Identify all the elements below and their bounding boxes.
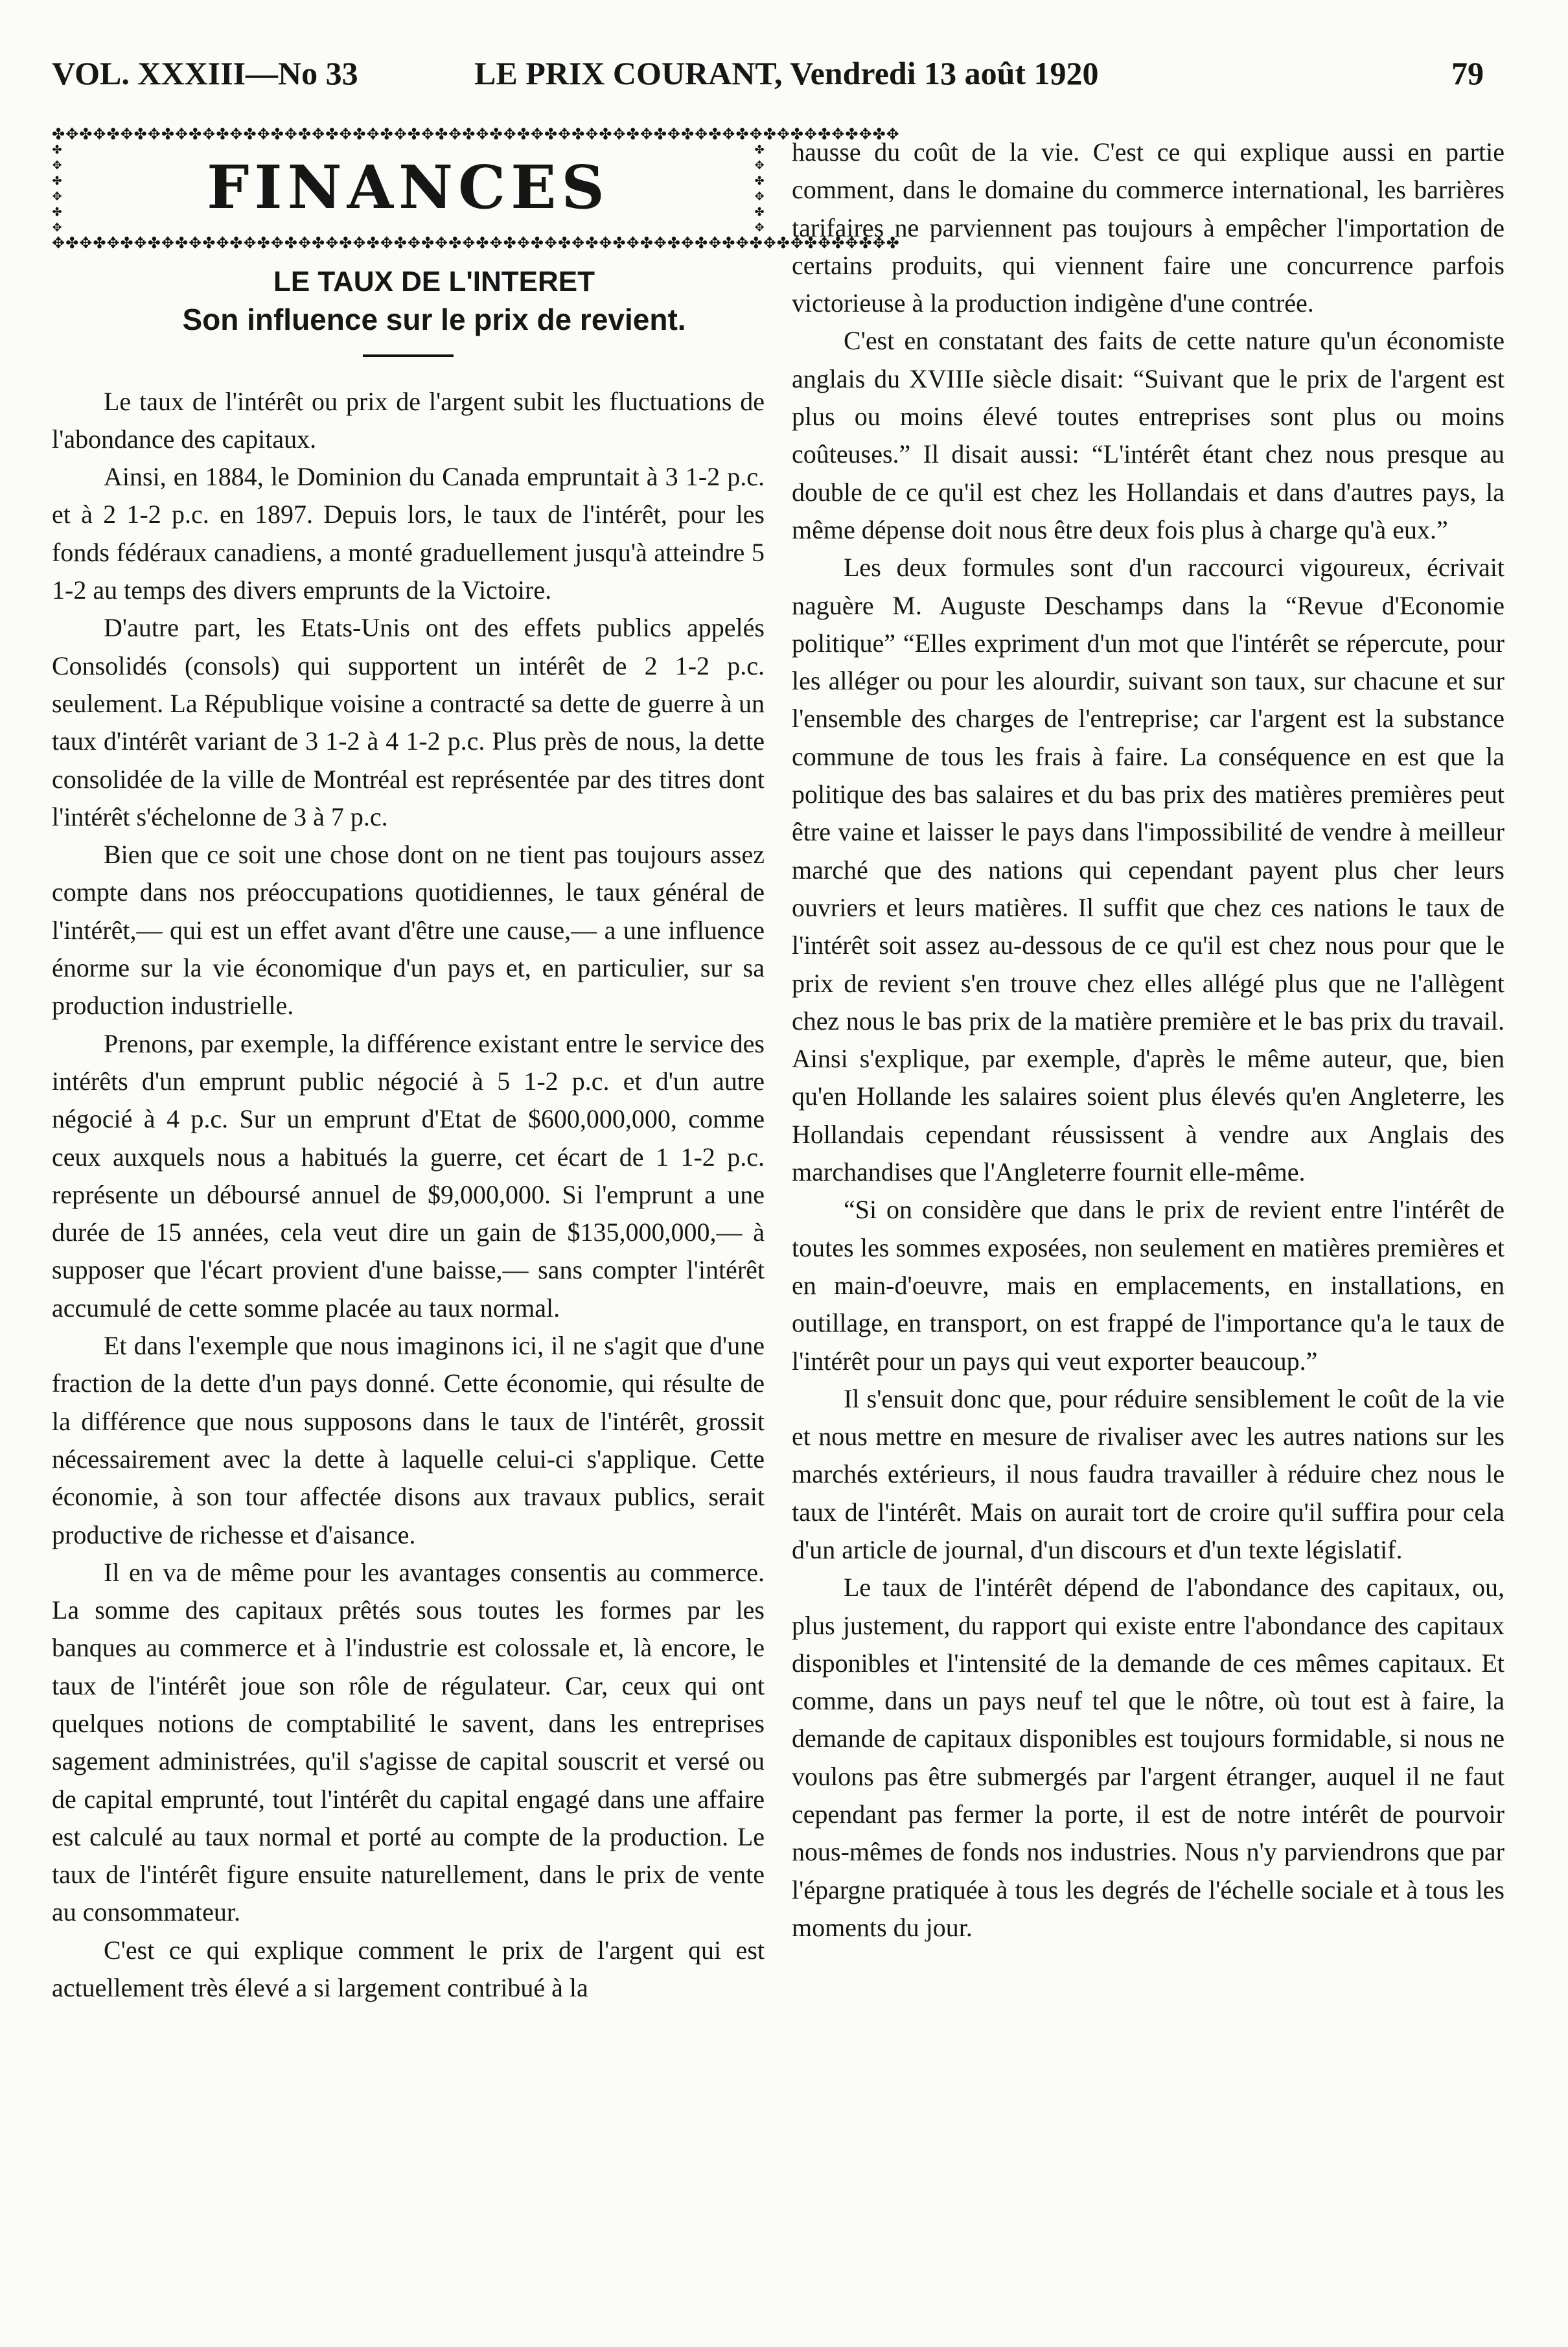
article-title: LE TAUX DE L'INTERET (273, 266, 595, 297)
volume-number: VOL. XXXIII—No 33 (52, 55, 358, 91)
ornament-border-bottom: ✥✤✥✤✥✤✥✤✥✤✥✤✥✤✥✤✥✤✥✤✥✤✥✤✥✤✥✤✥✤✥✤✥✤✥✤✥✤✥✤✥✤✥✤✥✤✥✤✥✤✥✤✥✤✥✤✥✤✥✤✥✤ (52, 234, 900, 252)
paragraph: C'est en constatant des faits de cette nature qu'un économiste anglais du XVIIIe siècle disait: “Suivant que le prix de l'argent est plus ou moins élevé toutes entreprises sont plus ou moins coûteuses.” Il disait aussi: “L'intérêt étant chez nous presque au double de ce qu'il est chez les Hollandais et dans d'autres pays, la même dépense doit nous être deux fois plus à charge qu'à eux.” (792, 326, 1505, 544)
paragraph: Les deux formules sont d'un raccourci vigoureux, écrivait naguère M. Auguste Deschamps dans la “Revue d'Economie politique” “Elles expriment d'un mot que l'intérêt se répercute, pour les alléger ou pour les alourdir, suivant son taux, sur chacune et sur l'ensemble des charges de l'entreprise; car l'argent est la substance commune de tous les frais à faire. La conséquence en est que la politique des bas salaires et du bas prix des matières premières peut être vaine et laisser le pays dans l'impossibilité de vendre à meilleur marché que des nations qui cependant payent plus cher leurs ouvriers et leurs matières. Il suffit que chez ces nations le taux de l'intérêt soit assez au-dessous de ce qu'il est chez nous pour que le prix de revient s'en trouve chez elles allégé plus que ne l'allègent chez nous le bas prix de la matière première et le bas prix du travail. Ainsi s'explique, par exemple, d'après le même auteur, que, bien qu'en Hollande les salaires soient plus élevés qu'en Angleterre, les Hollandais cependant réussissent à vendre aux Anglais des marchandises que l'Angleterre fournit elle-même. (792, 553, 1505, 1187)
page-number: 79 (1451, 55, 1484, 91)
paragraph: “Si on considère que dans le prix de revient entre l'intérêt de toutes les sommes exposées, non seulement en matières premières et en main-d'oeuvre, mais en emplacements, en installations, en outillage, en transport, on est frappé de l'importance qu'a le taux de l'intérêt pour un pays qui veut exporter beaucoup.” (792, 1195, 1505, 1376)
paragraph: Et dans l'exemple que nous imaginons ici, il ne s'agit que d'une fraction de la dette d'un pays donné. Cette économie, qui résulte de la différence que nous supposons dans le taux de l'intérêt, grossit nécessairement avec la dette à laquelle celui-ci s'applique. Cette économie, à son tour affectée disons aux travaux publics, serait productive de richesse et d'aisance. (52, 1331, 765, 1549)
running-header (52, 54, 1484, 106)
ornament-border-left: ✤ ✥ ✤ ✥ ✤ ✥ (52, 143, 62, 235)
paragraph: D'autre part, les Etats-Unis ont des effets publics appelés Consolidés (consols) qui supportent un intérêt de 2 1-2 p.c. seulement. La République voisine a contracté sa dette de guerre à un taux d'intérêt variant de 3 1-2 à 4 1-2 p.c. Plus près de nous, la dette consolidée de la ville de Montréal est représentée par des titres dont l'intérêt s'échelonne de 3 à 7 p.c. (52, 613, 765, 831)
paragraph: Bien que ce soit une chose dont on ne tient pas toujours assez compte dans nos préoccupations quotidiennes, le taux général de l'intérêt,— qui est un effet avant d'être une cause,— a une influence énorme sur la vie économique d'un pays et, en particulier, sur sa production industrielle. (52, 840, 765, 1021)
title-rule (363, 354, 454, 357)
paragraph: Le taux de l'intérêt dépend de l'abondance des capitaux, ou, plus justement, du rapport qui existe entre l'abondance des capitaux disponibles et l'intensité de la demande de ces mêmes capitaux. Et comme, dans un pays neuf tel que le nôtre, où tout est à faire, la demande de capitaux disponibles est toujours formidable, si nous ne voulons pas être submergés par l'argent étranger, auquel il ne faut cependant pas fermer la porte, il est de notre intérêt de pourvoir nous-mêmes de fonds nos industries. Nous n'y parviendrons que par l'épargne pratiquée à tous les degrés de l'échelle sociale et à tous les moments du jour. (792, 1573, 1505, 1942)
paragraph: C'est ce qui explique comment le prix de l'argent qui est actuellement très élevé a si largement contribué à la (52, 1935, 765, 2003)
article-column-right (792, 133, 1505, 1947)
paragraph: Ainsi, en 1884, le Dominion du Canada empruntait à 3 1-2 p.c. et à 2 1-2 p.c. en 1897. Depuis lors, le taux de l'intérêt, pour les fonds fédéraux canadiens, a monté graduellement jusqu'à atteindre 5 1-2 au temps des divers emprunts de la Victoire. (52, 462, 765, 605)
section-banner (52, 125, 900, 252)
ornament-border-right: ✤ ✥ ✤ ✥ ✤ ✥ (754, 143, 765, 235)
article-subtitle: Son influence sur le prix de revient. (182, 303, 686, 337)
section-title: FINANCES (207, 152, 610, 222)
masthead: LE PRIX COURANT, Vendredi 13 août 1920 (474, 55, 1099, 91)
paragraph-continued: hausse du coût de la vie. C'est ce qui explique aussi en partie comment, dans le domaine du commerce international, les barrières tarifaires ne parviennent pas toujours à empêcher l'importation de certains produits, qui viennent faire une concurrence parfois victorieuse à la production indigène d'une contrée. (792, 137, 1505, 318)
paragraph: Le taux de l'intérêt ou prix de l'argent subit les fluctuations de l'abondance des capitaux. (52, 386, 765, 454)
paragraph: Il s'ensuit donc que, pour réduire sensiblement le coût de la vie et nous mettre en mesure de rivaliser avec les autres nations sur les marchés extérieurs, il nous faudra travailler à réduire chez nous le taux de l'intérêt. Mais on aurait tort de croire qu'il suffira pour cela d'un article de journal, d'un discours et d'un texte législatif. (792, 1383, 1505, 1564)
article-column-left (52, 263, 765, 2007)
paragraph: Prenons, par exemple, la différence existant entre le service des intérêts d'un emprunt public négocié à 5 1-2 p.c. et d'un autre négocié à 4 p.c. Sur un emprunt d'Etat de $600,000,000, comme ceux auxquels nous a habitués la guerre, cet écart de 1 1-2 p.c. représente un déboursé annuel de $9,000,000. Si l'emprunt a une durée de 15 années, cela veut dire un gain de $135,000,000,— à supposer que l'écart provient d'une baisse,— sans compter l'intérêt accumulé de cette somme placée au taux normal. (52, 1028, 765, 1323)
paragraph: Il en va de même pour les avantages consentis au commerce. La somme des capitaux prêtés sous toutes les formes par les banques au commerce et à l'industrie est colossale et, là encore, le taux de l'intérêt joue son rôle de régulateur. Car, ceux qui ont quelques notions de comptabilité le savent, dans les entreprises sagement administrées, qu'il s'agisse de capital souscrit et versé ou de capital emprunté, tout l'intérêt du capital engagé dans une affaire est calculé au taux normal et porté au compte de la production. Le taux de l'intérêt figure ensuite naturellement, dans le prix de vente au consommateur. (52, 1557, 765, 1927)
ornament-border-top: ✤✥✤✥✤✥✤✥✤✥✤✥✤✥✤✥✤✥✤✥✤✥✤✥✤✥✤✥✤✥✤✥✤✥✤✥✤✥✤✥✤✥✤✥✤✥✤✥✤✥✤✥✤✥✤✥✤✥✤✥✤✥ (52, 125, 900, 143)
